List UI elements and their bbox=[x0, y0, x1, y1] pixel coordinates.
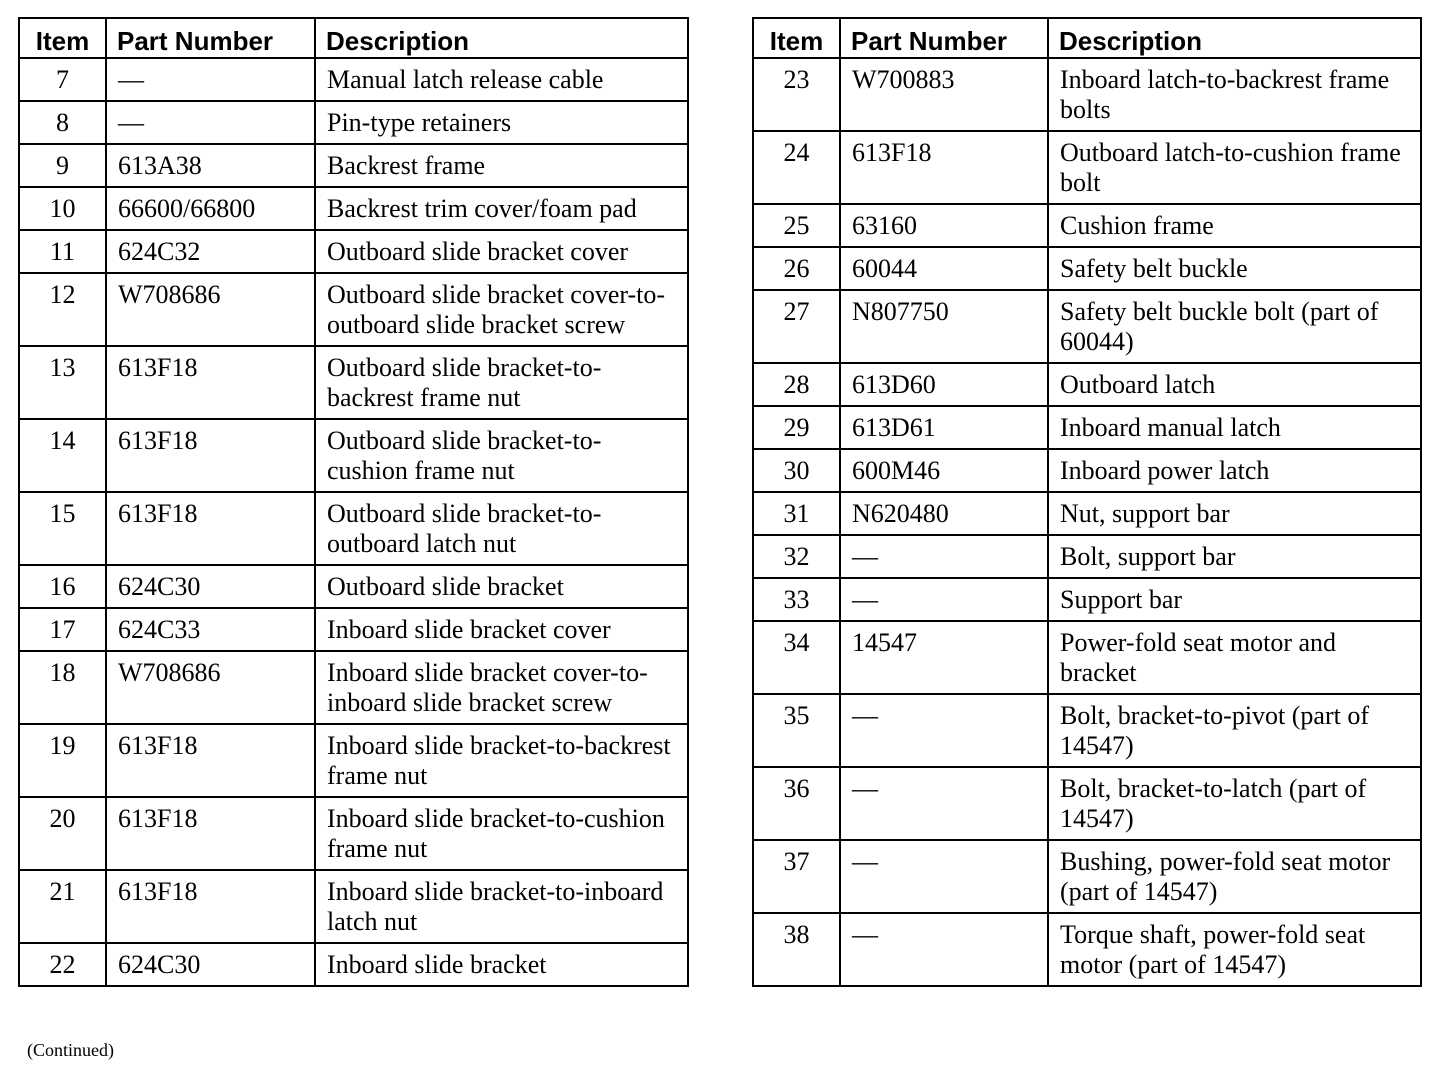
part-description: Backrest frame bbox=[315, 144, 688, 187]
table-row bbox=[19, 187, 688, 230]
header-part-number: Part Number bbox=[840, 18, 1048, 58]
table-row bbox=[19, 870, 688, 943]
part-description: Inboard manual latch bbox=[1048, 406, 1421, 449]
part-description: Safety belt buckle bolt (part of 60044) bbox=[1048, 290, 1421, 363]
part-number: — bbox=[840, 840, 1048, 913]
item-number: 16 bbox=[19, 565, 106, 608]
item-number: 20 bbox=[19, 797, 106, 870]
part-description: Inboard slide bracket-to-cushion frame nut bbox=[315, 797, 688, 870]
continued-note: (Continued) bbox=[27, 1040, 114, 1060]
part-description: Outboard slide bracket-to-outboard latch nut bbox=[315, 492, 688, 565]
part-number: W700883 bbox=[840, 58, 1048, 131]
part-description: Outboard latch-to-cushion frame bolt bbox=[1048, 131, 1421, 204]
item-number: 35 bbox=[753, 694, 840, 767]
table-row bbox=[753, 694, 1421, 767]
part-number: 613F18 bbox=[106, 419, 315, 492]
part-number: 613F18 bbox=[106, 724, 315, 797]
item-number: 8 bbox=[19, 101, 106, 144]
table-row bbox=[753, 621, 1421, 694]
table-row bbox=[753, 840, 1421, 913]
part-description: Outboard latch bbox=[1048, 363, 1421, 406]
item-number: 27 bbox=[753, 290, 840, 363]
part-number: 613F18 bbox=[106, 346, 315, 419]
header-item: Item bbox=[753, 18, 840, 58]
table-row bbox=[753, 363, 1421, 406]
table-row bbox=[753, 578, 1421, 621]
part-description: Outboard slide bracket-to-cushion frame nut bbox=[315, 419, 688, 492]
table-row bbox=[19, 144, 688, 187]
part-number: 14547 bbox=[840, 621, 1048, 694]
table-row bbox=[19, 419, 688, 492]
item-number: 33 bbox=[753, 578, 840, 621]
item-number: 34 bbox=[753, 621, 840, 694]
part-description: Inboard slide bracket bbox=[315, 943, 688, 986]
table-row bbox=[753, 131, 1421, 204]
part-number: 613F18 bbox=[106, 492, 315, 565]
part-number: 624C30 bbox=[106, 943, 315, 986]
item-number: 17 bbox=[19, 608, 106, 651]
item-number: 23 bbox=[753, 58, 840, 131]
table-row bbox=[19, 101, 688, 144]
item-number: 12 bbox=[19, 273, 106, 346]
part-description: Inboard latch-to-backrest frame bolts bbox=[1048, 58, 1421, 131]
item-number: 10 bbox=[19, 187, 106, 230]
item-number: 22 bbox=[19, 943, 106, 986]
table-row bbox=[753, 247, 1421, 290]
part-description: Inboard power latch bbox=[1048, 449, 1421, 492]
part-number: 60044 bbox=[840, 247, 1048, 290]
item-number: 29 bbox=[753, 406, 840, 449]
table-row bbox=[753, 767, 1421, 840]
item-number: 19 bbox=[19, 724, 106, 797]
table-row bbox=[19, 492, 688, 565]
table-row bbox=[753, 535, 1421, 578]
part-number: 613F18 bbox=[106, 797, 315, 870]
parts-table-right bbox=[752, 17, 1422, 987]
item-number: 37 bbox=[753, 840, 840, 913]
item-number: 28 bbox=[753, 363, 840, 406]
parts-table-left bbox=[18, 17, 689, 987]
part-number: 624C32 bbox=[106, 230, 315, 273]
part-number: W708686 bbox=[106, 273, 315, 346]
part-description: Bolt, bracket-to-pivot (part of 14547) bbox=[1048, 694, 1421, 767]
item-number: 24 bbox=[753, 131, 840, 204]
part-number: — bbox=[840, 578, 1048, 621]
table-row bbox=[753, 449, 1421, 492]
table-row bbox=[19, 724, 688, 797]
part-description: Support bar bbox=[1048, 578, 1421, 621]
part-number: 613A38 bbox=[106, 144, 315, 187]
part-description: Backrest trim cover/foam pad bbox=[315, 187, 688, 230]
item-number: 36 bbox=[753, 767, 840, 840]
part-description: Outboard slide bracket cover bbox=[315, 230, 688, 273]
item-number: 25 bbox=[753, 204, 840, 247]
table-row bbox=[19, 651, 688, 724]
table-row bbox=[19, 797, 688, 870]
part-description: Bushing, power-fold seat motor (part of 14547) bbox=[1048, 840, 1421, 913]
item-number: 7 bbox=[19, 58, 106, 101]
part-description: Power-fold seat motor and bracket bbox=[1048, 621, 1421, 694]
item-number: 32 bbox=[753, 535, 840, 578]
item-number: 18 bbox=[19, 651, 106, 724]
item-number: 9 bbox=[19, 144, 106, 187]
part-description: Cushion frame bbox=[1048, 204, 1421, 247]
table-row bbox=[19, 58, 688, 101]
part-description: Bolt, support bar bbox=[1048, 535, 1421, 578]
part-description: Outboard slide bracket bbox=[315, 565, 688, 608]
table-row bbox=[753, 913, 1421, 986]
part-number: — bbox=[840, 694, 1048, 767]
part-number: 66600/66800 bbox=[106, 187, 315, 230]
part-number: N807750 bbox=[840, 290, 1048, 363]
part-description: Safety belt buckle bbox=[1048, 247, 1421, 290]
header-item: Item bbox=[19, 18, 106, 58]
part-description: Pin-type retainers bbox=[315, 101, 688, 144]
part-number: 624C33 bbox=[106, 608, 315, 651]
table-header-row bbox=[19, 18, 688, 58]
table-row bbox=[753, 492, 1421, 535]
part-number: 613D61 bbox=[840, 406, 1048, 449]
part-description: Inboard slide bracket cover bbox=[315, 608, 688, 651]
table-row bbox=[19, 943, 688, 986]
part-number: — bbox=[840, 913, 1048, 986]
table-row bbox=[19, 230, 688, 273]
part-number: 613F18 bbox=[106, 870, 315, 943]
item-number: 11 bbox=[19, 230, 106, 273]
item-number: 26 bbox=[753, 247, 840, 290]
part-number: — bbox=[840, 535, 1048, 578]
table-row bbox=[19, 273, 688, 346]
part-number: — bbox=[106, 101, 315, 144]
table-row bbox=[753, 204, 1421, 247]
part-description: Inboard slide bracket-to-inboard latch nut bbox=[315, 870, 688, 943]
item-number: 15 bbox=[19, 492, 106, 565]
table-header-row bbox=[753, 18, 1421, 58]
part-number: 63160 bbox=[840, 204, 1048, 247]
header-description: Description bbox=[1048, 18, 1421, 58]
table-row bbox=[19, 346, 688, 419]
part-number: — bbox=[106, 58, 315, 101]
item-number: 14 bbox=[19, 419, 106, 492]
part-description: Inboard slide bracket-to-backrest frame nut bbox=[315, 724, 688, 797]
header-part-number: Part Number bbox=[106, 18, 315, 58]
part-description: Outboard slide bracket-to-backrest frame nut bbox=[315, 346, 688, 419]
header-description: Description bbox=[315, 18, 688, 58]
table-row bbox=[19, 608, 688, 651]
part-number: 613F18 bbox=[840, 131, 1048, 204]
part-description: Bolt, bracket-to-latch (part of 14547) bbox=[1048, 767, 1421, 840]
part-description: Outboard slide bracket cover-to-outboard slide bracket screw bbox=[315, 273, 688, 346]
part-number: — bbox=[840, 767, 1048, 840]
table-row bbox=[753, 406, 1421, 449]
item-number: 21 bbox=[19, 870, 106, 943]
part-number: W708686 bbox=[106, 651, 315, 724]
part-description: Manual latch release cable bbox=[315, 58, 688, 101]
part-number: 613D60 bbox=[840, 363, 1048, 406]
part-description: Inboard slide bracket cover-to-inboard slide bracket screw bbox=[315, 651, 688, 724]
part-number: 600M46 bbox=[840, 449, 1048, 492]
item-number: 30 bbox=[753, 449, 840, 492]
table-row bbox=[753, 58, 1421, 131]
item-number: 13 bbox=[19, 346, 106, 419]
table-row bbox=[19, 565, 688, 608]
part-description: Torque shaft, power-fold seat motor (part of 14547) bbox=[1048, 913, 1421, 986]
item-number: 31 bbox=[753, 492, 840, 535]
part-description: Nut, support bar bbox=[1048, 492, 1421, 535]
part-number: N620480 bbox=[840, 492, 1048, 535]
item-number: 38 bbox=[753, 913, 840, 986]
part-number: 624C30 bbox=[106, 565, 315, 608]
table-row bbox=[753, 290, 1421, 363]
